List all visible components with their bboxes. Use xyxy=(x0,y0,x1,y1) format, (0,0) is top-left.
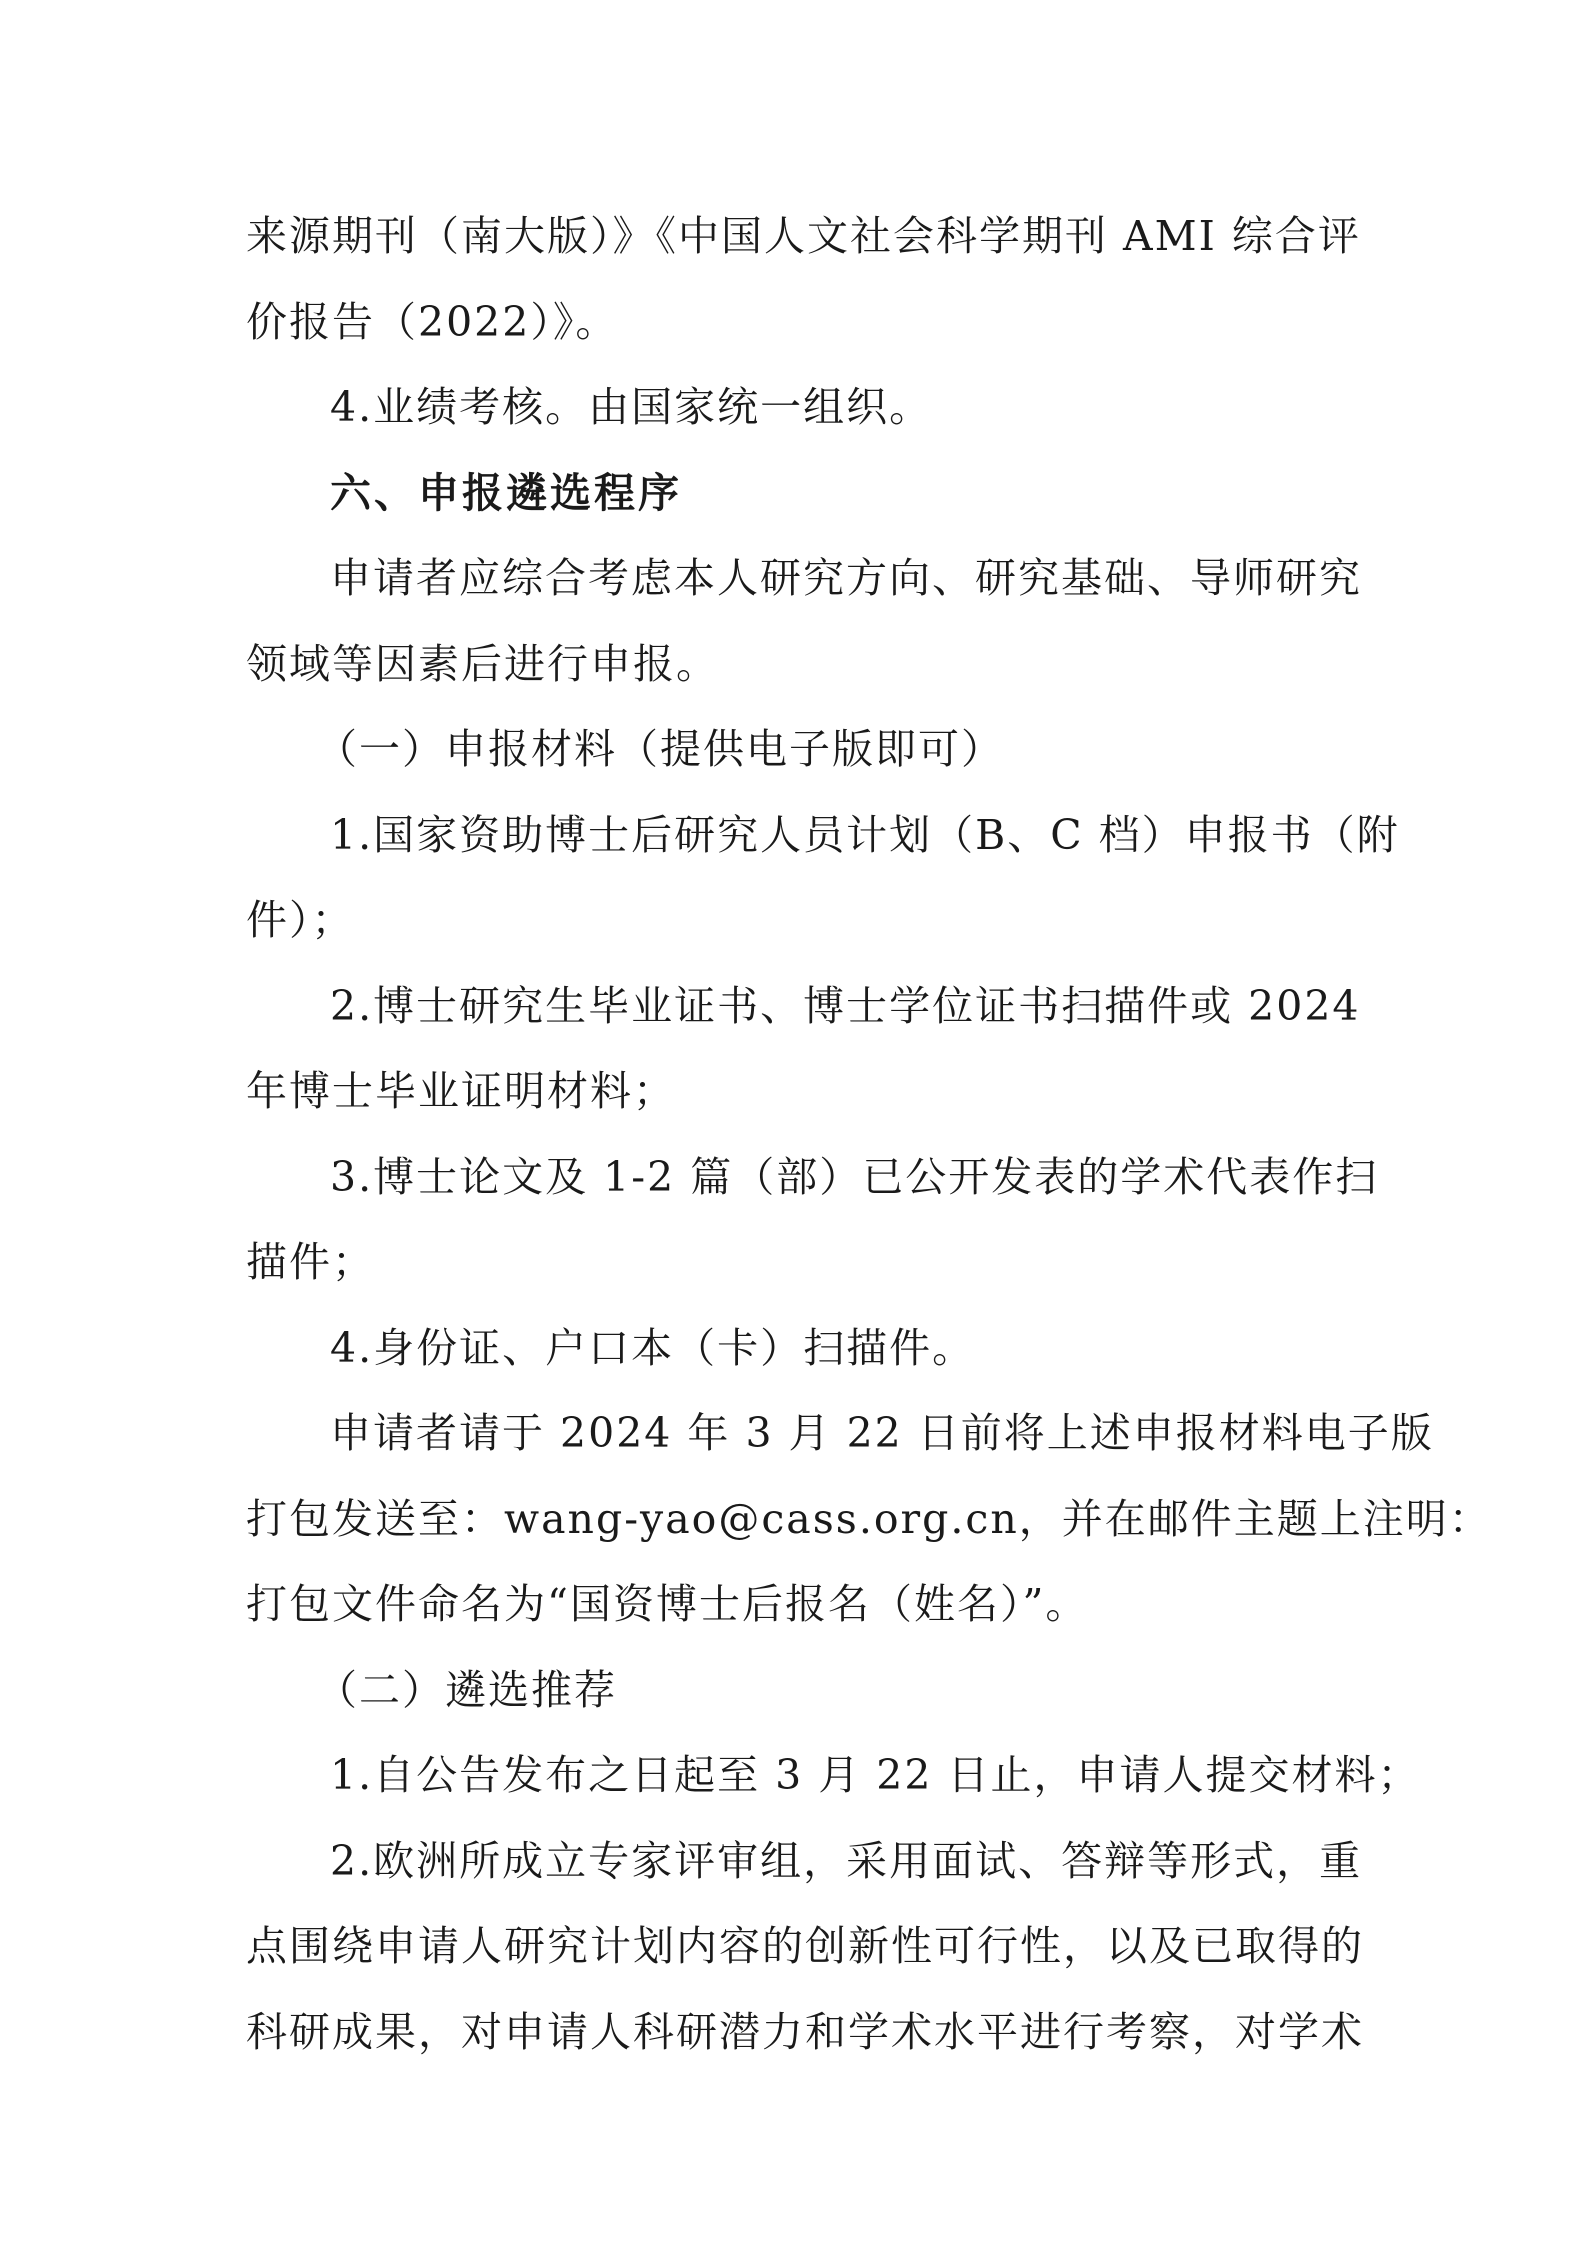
text-line: 打包文件命名为“国资博士后报名（姓名）”。 xyxy=(246,1580,1089,1628)
text-line: 2.欧洲所成立专家评审组，采用面试、答辩等形式，重 xyxy=(330,1837,1363,1885)
text-line: 科研成果，对申请人科研潜力和学术水平进行考察，对学术 xyxy=(246,2008,1364,2056)
text-line: 打包发送至：wang-yao@cass.org.cn，并在邮件主题上注明： xyxy=(246,1495,1492,1543)
section-heading: 六、申报遴选程序 xyxy=(330,469,682,517)
text-line: 2.博士研究生毕业证书、博士学位证书扫描件或 2024 xyxy=(330,982,1361,1030)
subsection-heading: （二）遴选推荐 xyxy=(316,1666,617,1714)
text-line: 4.业绩考核。由国家统一组织。 xyxy=(330,383,933,431)
text-line: 件）； xyxy=(246,896,355,944)
text-line: 申请者应综合考虑本人研究方向、研究基础、导师研究 xyxy=(330,554,1362,602)
text-line: 4.身份证、户口本（卡）扫描件。 xyxy=(330,1324,976,1372)
text-line: 来源期刊（南大版）》《中国人文社会科学期刊 AMI 综合评 xyxy=(246,212,1361,260)
text-line: 1.国家资助博士后研究人员计划（B、C 档）申报书（附 xyxy=(330,811,1400,859)
text-line: 点围绕申请人研究计划内容的创新性可行性，以及已取得的 xyxy=(246,1922,1364,1970)
text-line: 申请者请于 2024 年 3 月 22 日前将上述申报材料电子版 xyxy=(330,1409,1434,1457)
text-line: 3.博士论文及 1-2 篇（部）已公开发表的学术代表作扫 xyxy=(330,1153,1379,1201)
text-line: 描件； xyxy=(246,1238,375,1286)
subsection-heading: （一）申报材料（提供电子版即可） xyxy=(316,725,1004,773)
text-line: 1.自公告发布之日起至 3 月 22 日止，申请人提交材料； xyxy=(330,1751,1421,1799)
text-line: 领域等因素后进行申报。 xyxy=(246,640,719,688)
text-line: 价报告（2022）》。 xyxy=(246,298,619,346)
text-line: 年博士毕业证明材料； xyxy=(246,1067,676,1115)
